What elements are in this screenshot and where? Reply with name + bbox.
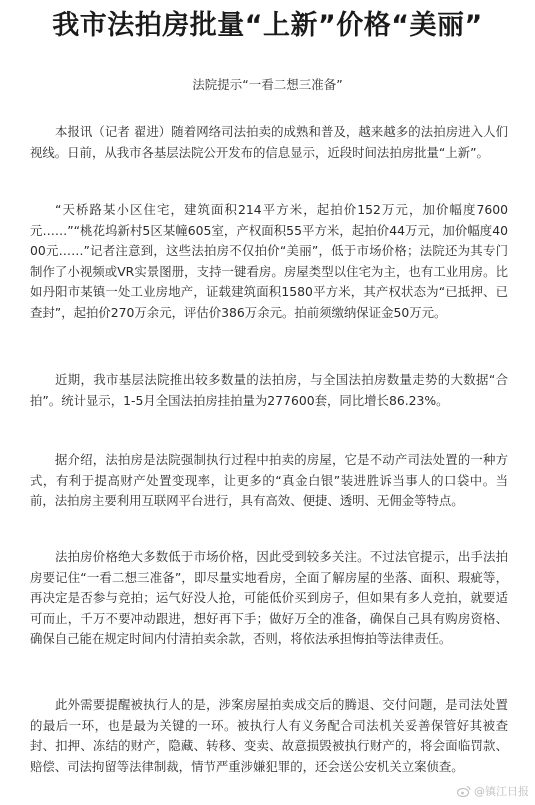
source-watermark — [457, 783, 529, 799]
watermark-text: @镇江日报 — [474, 785, 529, 798]
article-subtitle: 法院提示“一看二想三准备” — [192, 77, 343, 92]
paragraph-intro: 本报讯（记者 翟进）随着网络司法拍卖的成熟和普及，越来越多的法拍房进入人们视线。日前，从我市各基层法院公开发布的信息显示，近段时间法拍房批量“上新”。 — [30, 124, 508, 160]
paragraph-warning: 此外需要提醒被执行人的是，涉案房屋拍卖成交后的腾退、交付问题，是司法处置的最后一环，也是最为关键的一环。被执行人有义务配合司法机关妥善保管好其被查封、扣押、冻结的财产，隐藏、转移、变卖、故意损毁被执行财产的，将会面临罚款、赔偿、司法拘留等法律制裁，情节严重涉嫌犯罪的，还会送公安机关立案侦查。 — [30, 697, 508, 774]
paragraph-definition: 据介绍，法拍房是法院强制执行过程中拍卖的房屋，它是不动产司法处置的一种方式，有利于提高财产处置变现率，让更多的“真金白银”装进胜诉当事人的口袋中。当前，法拍房主要利用互联网平台进行，具有高效、便捷、透明、无佣金等特点。 — [30, 452, 508, 509]
paragraph-judge-advice: 法拍房价格绝大多数低于市场价格，因此受到较多关注。不过法官提示，出手法拍房要记住“一看二想三准备”，即尽量实地看房，全面了解房屋的坐落、面积、瑕疵等，再决定是否参与竞拍；运气好没人抢，可能低价买到房子，但如果有多人竞拍，就要适可而止，千万不要冲动跟进，想好再下手；做好万全的准备，确保自己具有购房资格、确保自己能在规定时间内付清拍卖余款，否则，将依法承担悔拍等法律责任。 — [30, 549, 508, 647]
article-headline: 我市法拍房批量“上新”价格“美丽” — [52, 10, 483, 41]
weibo-logo-icon — [457, 785, 471, 797]
paragraph-statistics: 近期，我市基层法院推出较多数量的法拍房，与全国法拍房数量走势的大数据“合拍”。统计显示，1-5月全国法拍房挂拍量为277600套，同比增长86.23%。 — [30, 372, 508, 408]
paragraph-listings: “天桥路某小区住宅，建筑面积214平方米，起拍价152万元，加价幅度7600元……”“桃花坞新村5区某幢605室，产权面积55平方米，起拍价44万元，加价幅度4000元……”记者注意到，这些法拍房不仅拍价“美丽”，低于市场价格；法院还为其专门制作了小视频或VR实景图册，支持一键看房。房屋类型以住宅为主，也有工业用房。比如丹阳市某镇一处工业房地产，证载建筑面积1580平方米，其产权状态为“已抵押、已查封”，起拍价270万余元，评估价386万余元。拍前须缴纳保证金50万元。 — [30, 202, 508, 320]
